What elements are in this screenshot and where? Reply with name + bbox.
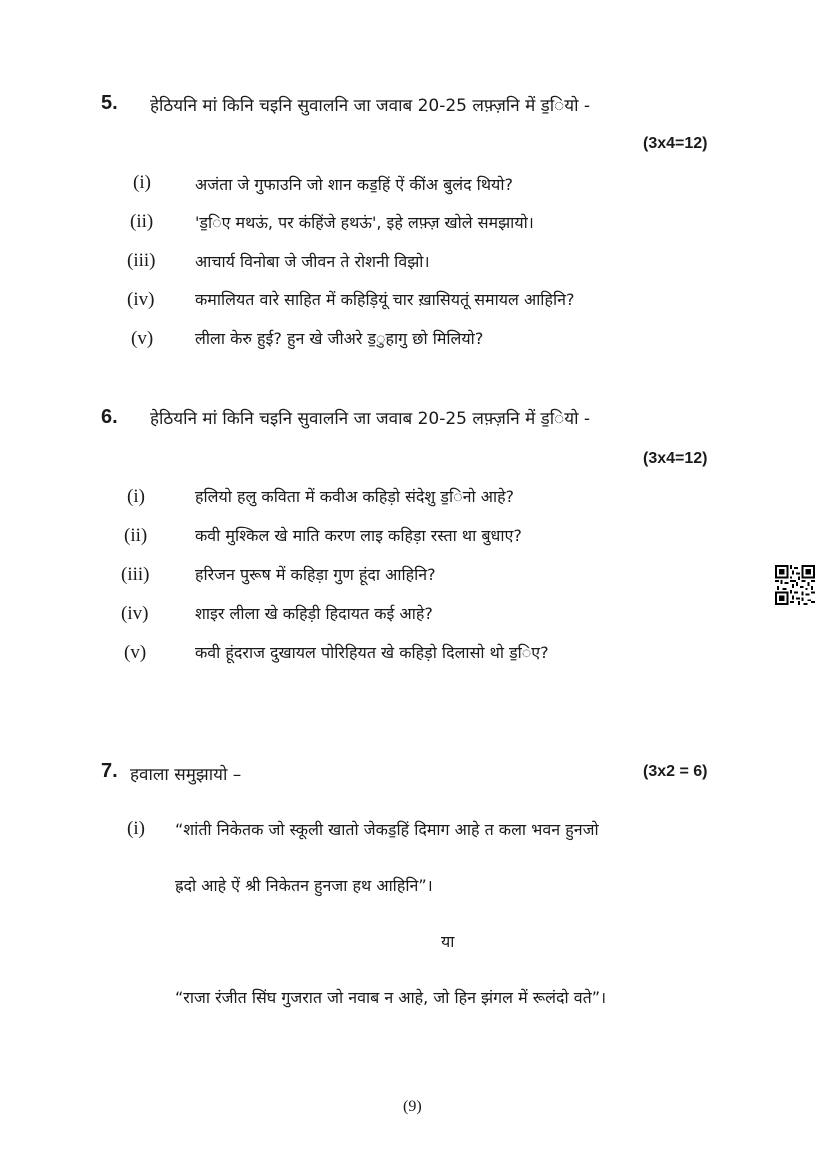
q6-number: 6. [101,406,118,428]
q5-item-5-num: (v) [131,328,154,349]
q6-item-1-text: हलियो हलु कविता में कवीअ कहिड़ो संदेशु ड॒िनो आहे? [195,487,515,506]
q5-item-2-text: 'ड॒िए मथऊं, पर कंहिंजे हथऊं', इहे लफ़्ज़ खोले समझायो। [195,213,534,232]
qr-code-icon [775,565,815,605]
q7-title: हवाला समुझायो – [130,765,242,785]
q5-item-3-num: (iii) [127,250,156,271]
q7-quote-alt: “राजा रंजीत सिंघ गुजरात जो नवाब न आहे, जो हिन झंगल में रूलंदो वते”। [175,988,607,1007]
q5-item-5-text: लीला केरु हुई? हुन खे जीअरे ड॒ुहागु छो मिलियो? [195,329,484,348]
q5-marks: (3x4=12) [643,135,708,152]
q6-item-5-text: कवी हूंदराज दुखायल पोरिहियत खे कहिड़ो दिलासो थो ड॒िए? [195,643,549,662]
q7-quote-line-1: “शांती निकेतक जो स्कूली खातो जेकड॒हिं दिमाग आहे त कला भवन हुनजो [175,820,599,839]
q5-item-1-text: अजंता जे गुफाउनि जो शान कड॒हिं ऐं कींअ बुलंद थियो? [195,175,513,194]
q6-item-3-text: हरिजन पुरूष में कहिड़ा गुण हूंदा आहिनि? [195,565,436,584]
q6-item-4-text: शाइर लीला खे कहिड़ी हिदायत कई आहे? [195,604,433,623]
q6-item-4-num: (iv) [121,603,149,624]
q6-item-2-num: (ii) [124,525,148,546]
q5-number: 5. [101,92,118,114]
page-number: (9) [403,1098,422,1115]
q7-item-1-num: (i) [127,818,145,839]
q7-number: 7. [101,760,118,782]
q6-marks: (3x4=12) [643,450,708,467]
q7-marks: (3x2 = 6) [643,763,708,780]
q6-title: हेठियनि मां किनि चइनि सुवालनि जा जवाब 20-25 लफ़्ज़नि में ड॒ियो - [150,409,591,429]
q6-item-1-num: (i) [127,486,145,507]
q5-title: हेठियनि मां किनि चइनि सुवालनि जा जवाब 20-25 लफ़्ज़नि में ड॒ियो - [150,96,591,116]
q5-item-4-num: (iv) [127,289,155,310]
q5-item-3-text: आचार्य विनोबा जे जीवन ते रोशनी विझो। [195,252,430,271]
q5-item-2-num: (ii) [130,211,154,232]
q5-item-1-num: (i) [133,172,151,193]
q6-item-2-text: कवी मुश्किल खे माति करण लाइ कहिड़ा रस्ता था बुधाए? [195,526,522,545]
q6-item-3-num: (iii) [121,564,150,585]
q7-or-text: या [441,932,455,951]
q7-quote-line-2: ह्रदो आहे ऐं श्री निकेतन हुनजा हथ आहिनि”। [175,876,433,895]
q6-item-5-num: (v) [124,642,147,663]
q5-item-4-text: कमालियत वारे साहित में कहिड़ियूं चार ख़ासियतूं समायल आहिनि? [195,290,575,309]
